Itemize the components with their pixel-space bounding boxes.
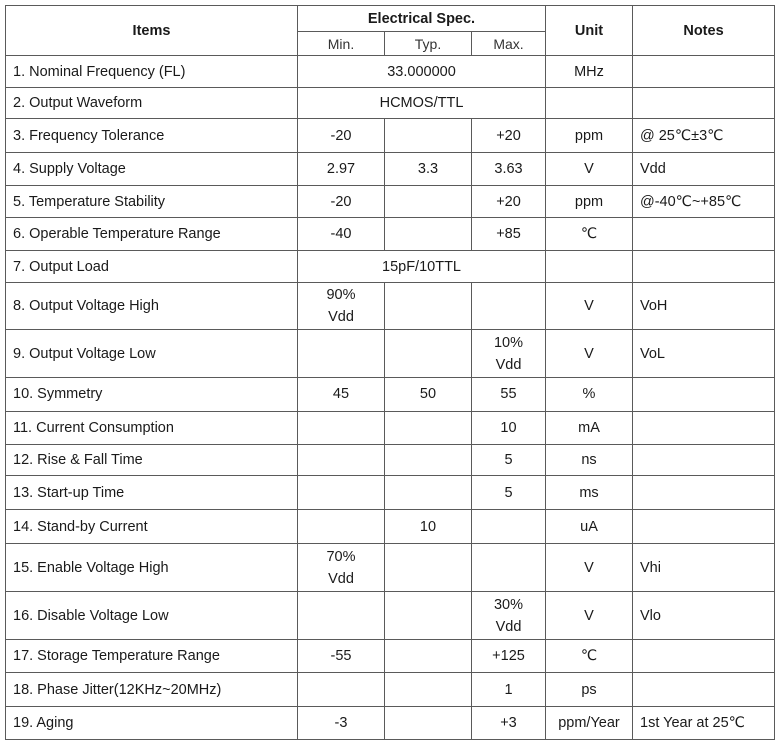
item-cell [6,329,298,377]
header-electrical-spec: Electrical Spec. [298,6,546,32]
item-cell-text: 10. Symmetry [13,386,103,403]
unit-cell-text: V [584,345,594,362]
unit-cell-text: V [584,559,594,576]
max-cell-text: 10 [500,419,517,436]
unit-cell [546,185,633,217]
unit-cell [546,152,633,185]
item-cell [6,706,298,739]
typ-cell-text: 50 [419,386,437,403]
unit-cell-text: V [584,607,594,624]
table-row [6,706,775,739]
unit-cell-text: ppm/Year [558,714,620,731]
unit-cell-text: % [582,386,596,403]
typ-cell [385,475,472,509]
min-cell-text: -20 [330,193,352,210]
max-cell [472,444,546,475]
table-row [6,282,775,329]
max-cell-text: 5 [504,451,513,468]
notes-cell-text: VoL [640,345,665,362]
notes-cell [633,56,775,88]
min-cell [298,378,385,411]
typ-cell [385,510,472,544]
item-cell-text: 12. Rise & Fall Time [13,451,143,468]
electrical-spec-table [5,5,775,740]
table-row [6,251,775,282]
notes-cell-text: Vlo [640,607,661,624]
item-cell [6,185,298,217]
unit-cell [546,378,633,411]
spec-span-cell [298,251,546,282]
notes-cell-text: @ 25℃±3℃ [640,127,724,144]
min-cell [298,152,385,185]
spec-span-cell-text: 33.000000 [387,63,456,80]
typ-cell [385,185,472,217]
max-cell-text: +20 [496,127,521,144]
max-cell-text: 5 [504,484,513,501]
unit-cell [546,329,633,377]
typ-cell [385,706,472,739]
notes-cell [633,88,775,119]
max-cell-text: 10% [493,334,524,351]
item-cell [6,510,298,544]
item-cell [6,673,298,706]
notes-cell [633,378,775,411]
item-cell-text: 19. Aging [13,714,74,731]
item-cell [6,119,298,152]
min-cell-text: 2.97 [326,160,356,177]
min-cell [298,475,385,509]
max-cell [472,119,546,152]
unit-cell [546,673,633,706]
table-row [6,185,775,217]
max-cell-text: 1 [504,681,513,698]
min-cell [298,544,385,591]
typ-cell [385,673,472,706]
max-cell [472,591,546,639]
table-row [6,411,775,444]
typ-cell [385,282,472,329]
min-cell-text-line2: Vdd [328,308,354,325]
notes-cell [633,152,775,185]
item-cell-text: 3. Frequency Tolerance [13,127,165,144]
unit-cell [546,119,633,152]
item-cell [6,56,298,88]
notes-cell [633,510,775,544]
table-row [6,591,775,639]
item-cell-text: 18. Phase Jitter(12KHz~20MHz) [13,681,222,698]
typ-cell [385,119,472,152]
unit-cell [546,640,633,673]
max-cell [472,282,546,329]
max-cell [472,378,546,411]
typ-cell [385,218,472,251]
max-cell [472,329,546,377]
max-cell [472,640,546,673]
unit-cell [546,282,633,329]
min-cell-text: 45 [332,386,350,403]
max-cell-text: +20 [496,193,521,210]
typ-cell [385,544,472,591]
notes-cell [633,411,775,444]
max-cell-text: 3.63 [494,160,523,177]
typ-cell [385,640,472,673]
item-cell-text: 9. Output Voltage Low [13,345,156,362]
unit-cell-text: uA [580,518,598,535]
max-cell [472,411,546,444]
notes-cell-text: VoH [640,297,668,314]
notes-cell [633,591,775,639]
typ-cell-text: 10 [419,518,437,535]
header-notes: Notes [633,6,775,56]
unit-cell [546,88,633,119]
unit-cell [546,591,633,639]
item-cell [6,411,298,444]
min-cell-text: -20 [330,127,352,144]
table-row [6,329,775,377]
max-cell-text: 30% [493,596,524,613]
typ-cell [385,591,472,639]
unit-cell-text: mA [578,419,600,436]
max-cell [472,218,546,251]
header-max: Max. [472,32,546,56]
item-cell [6,378,298,411]
min-cell-text: -40 [330,226,352,243]
min-cell [298,591,385,639]
item-cell-text: 6. Operable Temperature Range [13,226,221,243]
unit-cell [546,218,633,251]
unit-cell-text: ps [581,681,597,698]
min-cell-text: 90% [326,286,356,303]
table-row [6,640,775,673]
header-items: Items [6,6,298,56]
min-cell [298,185,385,217]
min-cell [298,329,385,377]
min-cell [298,510,385,544]
max-cell [472,152,546,185]
min-cell-text: -55 [330,648,352,665]
min-cell [298,218,385,251]
max-cell-text: 55 [500,386,517,403]
item-cell-text: 11. Current Consumption [13,419,174,436]
item-cell-text: 13. Start-up Time [13,484,125,501]
typ-cell-text: 3.3 [417,160,439,177]
notes-cell-text: @-40℃~+85℃ [640,193,742,210]
spec-span-cell-text: HCMOS/TTL [379,95,464,112]
typ-cell [385,378,472,411]
notes-cell [633,119,775,152]
table-row [6,544,775,591]
item-cell-text: 8. Output Voltage High [13,297,159,314]
notes-cell [633,282,775,329]
max-cell-text: +85 [496,226,521,243]
min-cell [298,119,385,152]
item-cell-text: 2. Output Waveform [13,95,143,112]
table-row [6,444,775,475]
notes-cell [633,475,775,509]
typ-cell [385,329,472,377]
typ-cell [385,411,472,444]
item-cell [6,88,298,119]
min-cell [298,411,385,444]
item-cell [6,640,298,673]
item-cell [6,152,298,185]
notes-cell [633,185,775,217]
header-typ: Typ. [385,32,472,56]
min-cell [298,640,385,673]
item-cell-text: 1. Nominal Frequency (FL) [13,63,186,80]
table-row [6,56,775,88]
notes-cell [633,329,775,377]
table-row [6,152,775,185]
item-cell-text: 4. Supply Voltage [13,160,126,177]
min-cell-text: 70% [326,548,356,565]
typ-cell [385,444,472,475]
table-row [6,88,775,119]
table-row [6,475,775,509]
unit-cell [546,544,633,591]
notes-cell [633,251,775,282]
min-cell-text: -3 [334,714,348,731]
spec-span-cell [298,88,546,119]
max-cell [472,510,546,544]
unit-cell [546,444,633,475]
unit-cell [546,56,633,88]
unit-cell-text: ms [579,484,599,501]
item-cell-text: 17. Storage Temperature Range [13,648,220,665]
spec-table-body [6,56,775,740]
min-cell [298,444,385,475]
header-unit: Unit [546,6,633,56]
notes-cell [633,444,775,475]
item-cell [6,444,298,475]
min-cell [298,706,385,739]
max-cell-text-line2: Vdd [495,618,522,635]
notes-cell [633,706,775,739]
notes-cell-text: 1st Year at 25℃ [640,714,745,731]
max-cell [472,544,546,591]
item-cell [6,591,298,639]
unit-cell-text: ns [581,451,597,468]
table-row [6,510,775,544]
unit-cell [546,706,633,739]
min-cell-text-line2: Vdd [328,570,354,587]
unit-cell [546,411,633,444]
max-cell [472,673,546,706]
notes-cell-text: Vhi [640,559,661,576]
notes-cell [633,544,775,591]
min-cell [298,673,385,706]
table-row [6,119,775,152]
spec-span-cell-text: 15pF/10TTL [382,258,461,275]
notes-cell-text: Vdd [640,160,666,177]
unit-cell-text: ppm [574,193,604,210]
spec-span-cell [298,56,546,88]
item-cell [6,251,298,282]
item-cell-text: 7. Output Load [13,258,109,275]
item-cell-text: 5. Temperature Stability [13,193,166,210]
item-cell-text: 15. Enable Voltage High [13,559,169,576]
max-cell-text-line2: Vdd [495,356,522,373]
typ-cell [385,152,472,185]
table-row [6,218,775,251]
table-row [6,378,775,411]
table-row [6,673,775,706]
notes-cell [633,673,775,706]
item-cell [6,544,298,591]
max-cell [472,706,546,739]
unit-cell [546,475,633,509]
min-cell [298,282,385,329]
item-cell [6,218,298,251]
unit-cell-text: ppm [574,127,604,144]
unit-cell [546,251,633,282]
unit-cell-text: MHz [574,63,604,80]
unit-cell-text: V [584,160,594,177]
item-cell [6,282,298,329]
item-cell-text: 14. Stand-by Current [13,518,148,535]
notes-cell [633,218,775,251]
max-cell [472,185,546,217]
item-cell-text: 16. Disable Voltage Low [13,607,169,624]
header-min: Min. [298,32,385,56]
unit-cell-text: ℃ [580,226,598,243]
item-cell [6,475,298,509]
unit-cell-text: V [584,297,594,314]
max-cell [472,475,546,509]
max-cell-text: +3 [500,714,517,731]
unit-cell-text: ℃ [580,648,598,665]
max-cell-text: +125 [492,648,525,665]
unit-cell [546,510,633,544]
notes-cell [633,640,775,673]
